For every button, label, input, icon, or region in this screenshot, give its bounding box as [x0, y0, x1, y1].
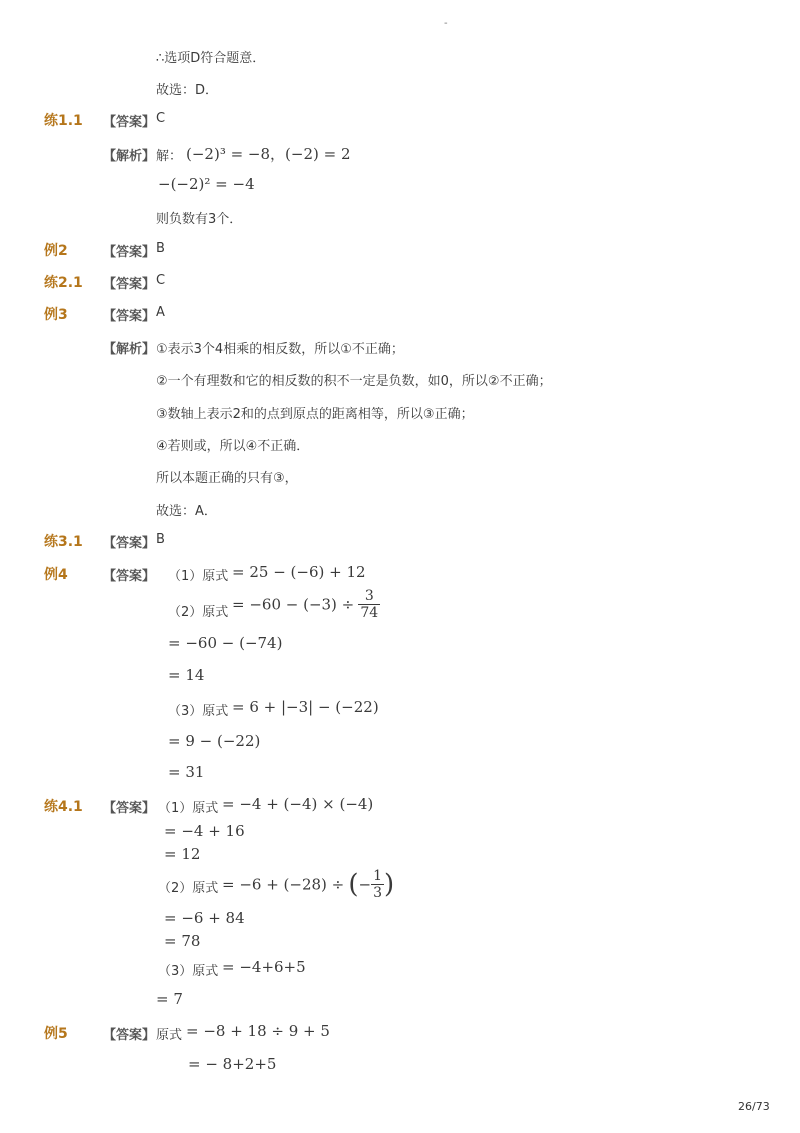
- q2-answer-tag: 【答案】: [103, 245, 156, 260]
- q5-math: = −8 + 18 ÷ 9 + 5: [186, 1022, 330, 1040]
- q41-p2-paren-open: (: [348, 869, 359, 900]
- q4-p2-expr: [232, 588, 380, 621]
- q41-p2-frac-num: 1: [373, 868, 383, 884]
- q41-p2-math: = −6 + (−28) ÷: [222, 875, 345, 894]
- q41-p2-line-2: = −6 + 84: [164, 909, 245, 927]
- q4-p2-fraction: [358, 588, 380, 621]
- q4-p2-line-3: = 14: [168, 666, 205, 684]
- q5-prefix: 原式: [156, 1028, 183, 1043]
- q41-p2-prefix: （2）原式: [158, 881, 219, 896]
- q11-analysis-prefix: 解：: [156, 149, 183, 164]
- q31-label: 练3.1: [44, 534, 83, 550]
- q3-analysis-line: ②一个有理数和它的相反数的积不一定是负数，如0，所以②不正确；: [156, 374, 552, 389]
- q4-p3-line-2: = 9 − (−22): [168, 732, 261, 750]
- q4-p2-prefix: （2）原式: [168, 605, 229, 620]
- q41-p1-math: = −4 + (−4) × (−4): [222, 795, 374, 813]
- q4-p1-prefix: （1）原式: [168, 569, 229, 584]
- q41-p3-math: = −4+6+5: [222, 958, 306, 976]
- q11-answer-tag: 【答案】: [103, 115, 156, 130]
- q4-p3-prefix: （3）原式: [168, 704, 229, 719]
- q3-label: 例3: [44, 307, 68, 323]
- q11-analysis-math: (−2)³ = −8，(−2) = 2: [186, 145, 351, 163]
- q21-answer-tag: 【答案】: [103, 277, 156, 292]
- q4-p2-frac-num: 3: [358, 588, 380, 605]
- q11-label: 练1.1: [44, 113, 83, 129]
- q41-answer-tag: 【答案】: [103, 801, 156, 816]
- q5-label: 例5: [44, 1026, 68, 1042]
- q4-p1-math: = 25 − (−6) + 12: [232, 563, 366, 581]
- q4-p2-frac-den: 74: [360, 605, 379, 621]
- q5-answer-tag: 【答案】: [103, 1028, 156, 1043]
- intro-line-2: 故选：D．: [156, 83, 219, 98]
- q41-p2-line-3: = 78: [164, 932, 201, 950]
- header-mark: -: [444, 18, 448, 29]
- q11-line-3: 则负数有3个．: [156, 212, 243, 227]
- q41-p1-line-3: = 12: [164, 845, 201, 863]
- q41-p2-minus: −: [358, 875, 372, 894]
- q3-answer: A: [156, 305, 165, 320]
- q3-analysis-line: ④若则或，所以④不正确．: [156, 439, 310, 454]
- q4-p3-line-3: = 31: [168, 763, 205, 781]
- q41-p2-frac-den: 3: [373, 885, 383, 901]
- q41-p2-paren-close: ): [384, 869, 395, 900]
- q41-p1-prefix: （1）原式: [158, 801, 219, 816]
- q31-answer: B: [156, 532, 165, 547]
- q2-label: 例2: [44, 243, 68, 259]
- q11-line-2: −(−2)² = −4: [158, 175, 255, 193]
- q3-analysis-line: ①表示3个4相乘的相反数，所以①不正确；: [156, 342, 404, 357]
- q41-p3-line-2: = 7: [156, 990, 183, 1008]
- q3-analysis-tag: 【解析】: [103, 342, 156, 357]
- q41-p1-line-2: = −4 + 16: [164, 822, 245, 840]
- q4-p2-math: = −60 − (−3) ÷: [232, 595, 355, 614]
- q3-answer-tag: 【答案】: [103, 309, 156, 324]
- q2-answer: B: [156, 241, 165, 256]
- page-number: 26/73: [738, 1100, 770, 1113]
- q4-p2-line-2: = −60 − (−74): [168, 634, 283, 652]
- q4-p3-math: = 6 + |−3| − (−22): [232, 698, 379, 716]
- q11-analysis-tag: 【解析】: [103, 149, 156, 164]
- q31-answer-tag: 【答案】: [103, 536, 156, 551]
- q41-p2-fraction: [371, 868, 384, 901]
- q21-label: 练2.1: [44, 275, 83, 291]
- intro-line-1: ∴选项D符合题意．: [156, 51, 266, 66]
- q5-line-2: = − 8+2+5: [188, 1055, 277, 1073]
- q21-answer: C: [156, 273, 166, 288]
- q41-p3-prefix: （3）原式: [158, 964, 219, 979]
- q3-analysis-line: ③数轴上表示2和的点到原点的距离相等，所以③正确；: [156, 407, 474, 422]
- q4-answer-tag: 【答案】: [103, 569, 156, 584]
- q41-p2-expr: [222, 868, 394, 901]
- q41-label: 练4.1: [44, 799, 83, 815]
- q3-analysis-line: 所以本题正确的只有③，: [156, 471, 298, 486]
- q3-analysis-line: 故选：A．: [156, 504, 217, 519]
- q4-label: 例4: [44, 567, 68, 583]
- q11-answer: C: [156, 111, 166, 126]
